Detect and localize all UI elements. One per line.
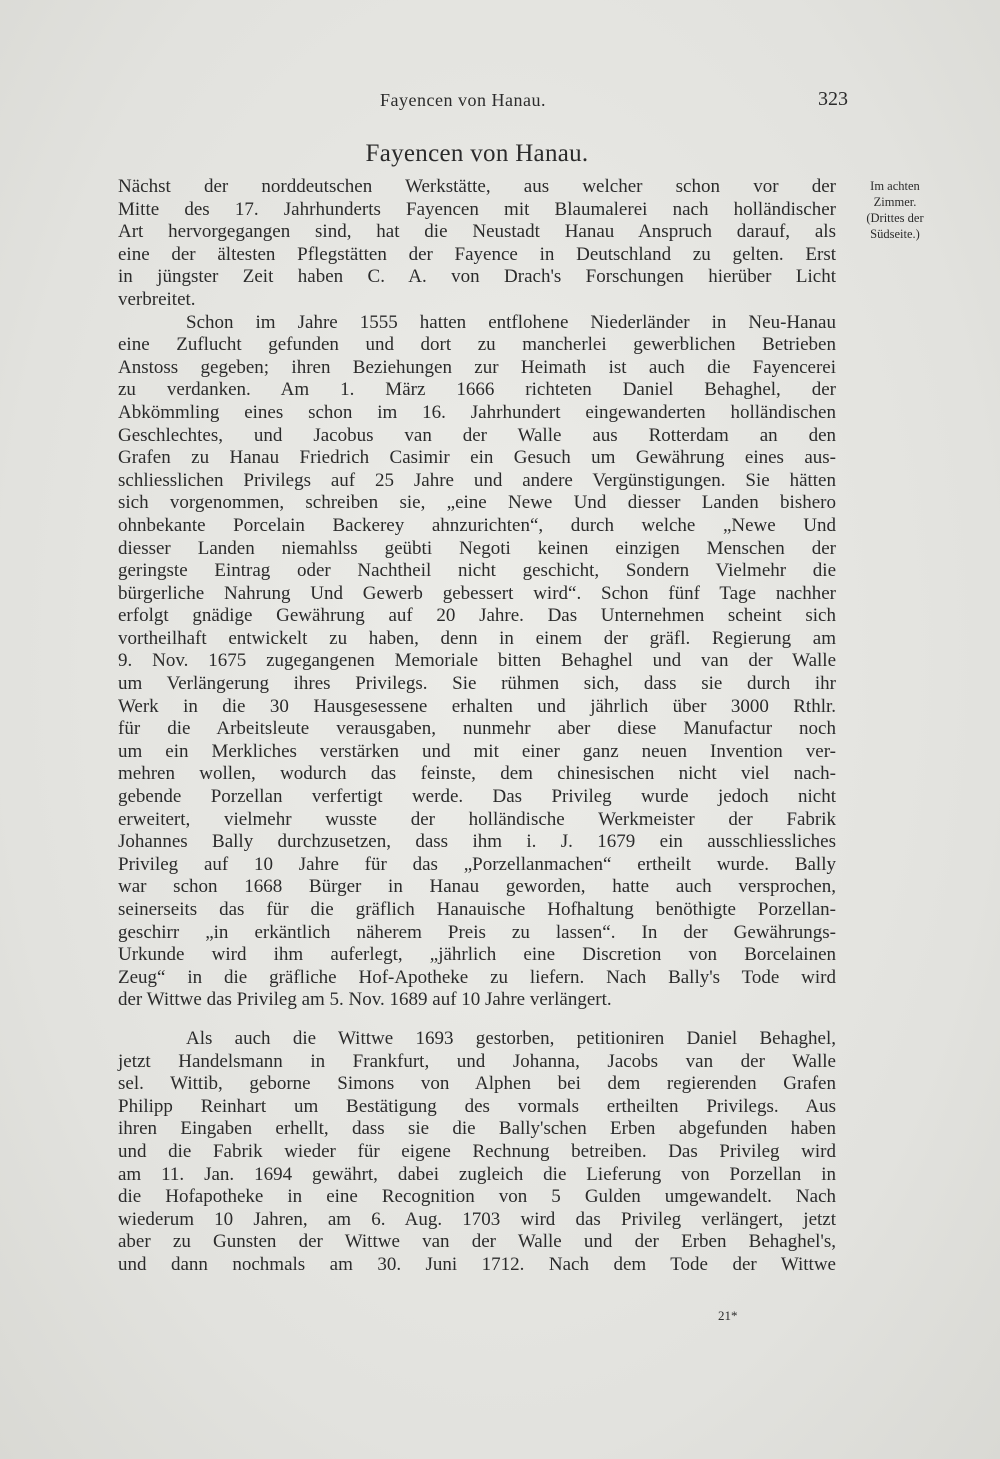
- text-line: Geschlechtes, und Jacobus van der Walle aus Rotterdam an den: [118, 424, 836, 446]
- text-line: erfolgt gnädige Gewährung auf 20 Jahre. Das Unternehmen scheint sich: [118, 605, 836, 627]
- text-line: um ein Merkliches verstärken und mit einer ganz neuen Invention ver-: [118, 740, 836, 762]
- text-line: geringste Eintrag oder Nachtheil nicht geschicht, Sondern Vielmehr die: [118, 560, 836, 582]
- text-line: ohnbekante Porcelain Backerey ahnzurichten“, durch welche „Newe Und: [118, 514, 836, 536]
- text-line: erweitert, vielmehr wusste der holländische Werkmeister der Fabrik: [118, 808, 836, 830]
- text-line: Philipp Reinhart um Bestätigung des vormals ertheilten Privilegs. Aus: [118, 1095, 836, 1117]
- text-line: zu verdanken. Am 1. März 1666 richteten Daniel Behaghel, der: [118, 379, 836, 401]
- text-line: in jüngster Zeit haben C. A. von Drach's Forschungen hierüber Licht: [118, 266, 836, 288]
- text-line: für die Arbeitsleute verausgaben, nunmehr aber diese Manufactur noch: [118, 718, 836, 740]
- text-line: Grafen zu Hanau Friedrich Casimir ein Gesuch um Gewährung eines aus-: [118, 447, 836, 469]
- printer-signature: 21*: [718, 1308, 738, 1323]
- margin-note: [850, 178, 940, 242]
- text-line: Zeug“ in die gräfliche Hof-Apotheke zu liefern. Nach Bally's Tode wird: [118, 966, 836, 988]
- text-line: um Verlängerung ihres Privilegs. Sie rühmen sich, dass sie durch ihr: [118, 673, 836, 695]
- text-line: eine der ältesten Pflegstätten der Fayence in Deutschland zu gelten. Erst: [118, 243, 836, 265]
- text-line: schliesslichen Privilegs auf 25 Jahre und andere Vergünstigungen. Sie hätten: [118, 469, 836, 491]
- text-line: diesser Landen niemahlss geübti Negoti keinen einzigen Menschen der: [118, 537, 836, 559]
- text-line: vortheilhaft entwickelt zu haben, denn in einem der gräfl. Regierung am: [118, 627, 836, 649]
- text-line: wiederum 10 Jahren, am 6. Aug. 1703 wird das Privileg verlängert, jetzt: [118, 1208, 836, 1230]
- text-line: und die Fabrik wieder für eigene Rechnung betreiben. Das Privileg wird: [118, 1140, 836, 1162]
- text-line: Mitte des 17. Jahrhunderts Fayencen mit Blaumalerei nach holländischer: [118, 198, 836, 220]
- text-line: Johannes Bally durchzusetzen, dass ihm i. J. 1679 ein ausschliessliches: [118, 831, 836, 853]
- text-line: die Hofapotheke in eine Recognition von 5 Gulden umgewandelt. Nach: [118, 1186, 836, 1208]
- margin-note-line: Zimmer.: [873, 195, 917, 209]
- text-line: ihren Eingaben erhellt, dass sie die Bally'schen Erben abgefunden haben: [118, 1118, 836, 1140]
- text-line: Werk in die 30 Hausgesessene erhalten und jährlich über 3000 Rthlr.: [118, 695, 836, 717]
- text-line: Anstoss gegeben; ihren Beziehungen zur Heimath ist auch die Fayencerei: [118, 356, 836, 378]
- text-line: gebende Porzellan verfertigt werde. Das Privileg wurde jedoch nicht: [118, 786, 836, 808]
- text-line: am 11. Jan. 1694 gewährt, dabei zugleich die Lieferung von Porzellan in: [118, 1163, 836, 1185]
- text-line: der Wittwe das Privileg am 5. Nov. 1689 auf 10 Jahre verlängert.: [118, 989, 612, 1011]
- page-number: 323: [818, 88, 848, 110]
- text-line: war schon 1668 Bürger in Hanau geworden, hatte auch versprochen,: [118, 876, 836, 898]
- paragraph-gap: [118, 1012, 836, 1028]
- text-line: 9. Nov. 1675 zugegangenen Memoriale bitten Behaghel und van der Walle: [118, 650, 836, 672]
- text-line: eine Zuflucht gefunden und dort zu mancherlei gewerblichen Betrieben: [118, 334, 836, 356]
- text-line: verbreitet.: [118, 288, 196, 310]
- margin-note-line: (Drittes der: [866, 211, 924, 225]
- text-line: und dann nochmals am 30. Juni 1712. Nach dem Tode der Wittwe: [118, 1253, 836, 1275]
- text-line: Abkömmling eines schon im 16. Jahrhundert eingewanderten holländischen: [118, 401, 836, 423]
- margin-note-line: Im achten: [870, 179, 920, 193]
- section-title: Fayencen von Hanau.: [365, 140, 589, 167]
- text-line: jetzt Handelsmann in Frankfurt, und Johanna, Jacobs van der Walle: [118, 1050, 836, 1072]
- text-line: Privileg auf 10 Jahre für das „Porzellanmachen“ ertheilt wurde. Bally: [118, 853, 836, 875]
- text-line: sich vorgenommen, schreiben sie, „eine Newe Und diesser Landen bishero: [118, 492, 836, 514]
- text-line: sel. Wittib, geborne Simons von Alphen bei dem regierenden Grafen: [118, 1073, 836, 1095]
- body-text: [118, 176, 836, 1277]
- text-line: mehren wollen, wodurch das feinste, dem chinesischen nicht viel nach-: [118, 763, 836, 785]
- margin-note-line: Südseite.): [870, 227, 920, 241]
- text-line: Als auch die Wittwe 1693 gestorben, petitioniren Daniel Behaghel,: [186, 1027, 836, 1049]
- text-line: Urkunde wird ihm auferlegt, „jährlich eine Discretion von Borcelainen: [118, 944, 836, 966]
- text-line: bürgerliche Nahrung Und Gewerb gebessert wird“. Schon fünf Tage nachher: [118, 582, 836, 604]
- text-line: geschirr „in erkäntlich näherem Preis zu lassen“. In der Gewährungs-: [118, 921, 836, 943]
- text-line: Schon im Jahre 1555 hatten entflohene Niederländer in Neu-Hanau: [186, 311, 836, 333]
- text-line: seinerseits das für die gräflich Hanauische Hofhaltung benöthigte Porzellan-: [118, 899, 836, 920]
- text-line: Art hervorgegangen sind, hat die Neustadt Hanau Anspruch darauf, als: [118, 221, 836, 243]
- text-line: aber zu Gunsten der Wittwe van der Walle und der Erben Behaghel's,: [118, 1231, 836, 1253]
- text-line: Nächst der norddeutschen Werkstätte, aus welcher schon vor der: [118, 176, 836, 197]
- running-head: Fayencen von Hanau.: [380, 90, 546, 110]
